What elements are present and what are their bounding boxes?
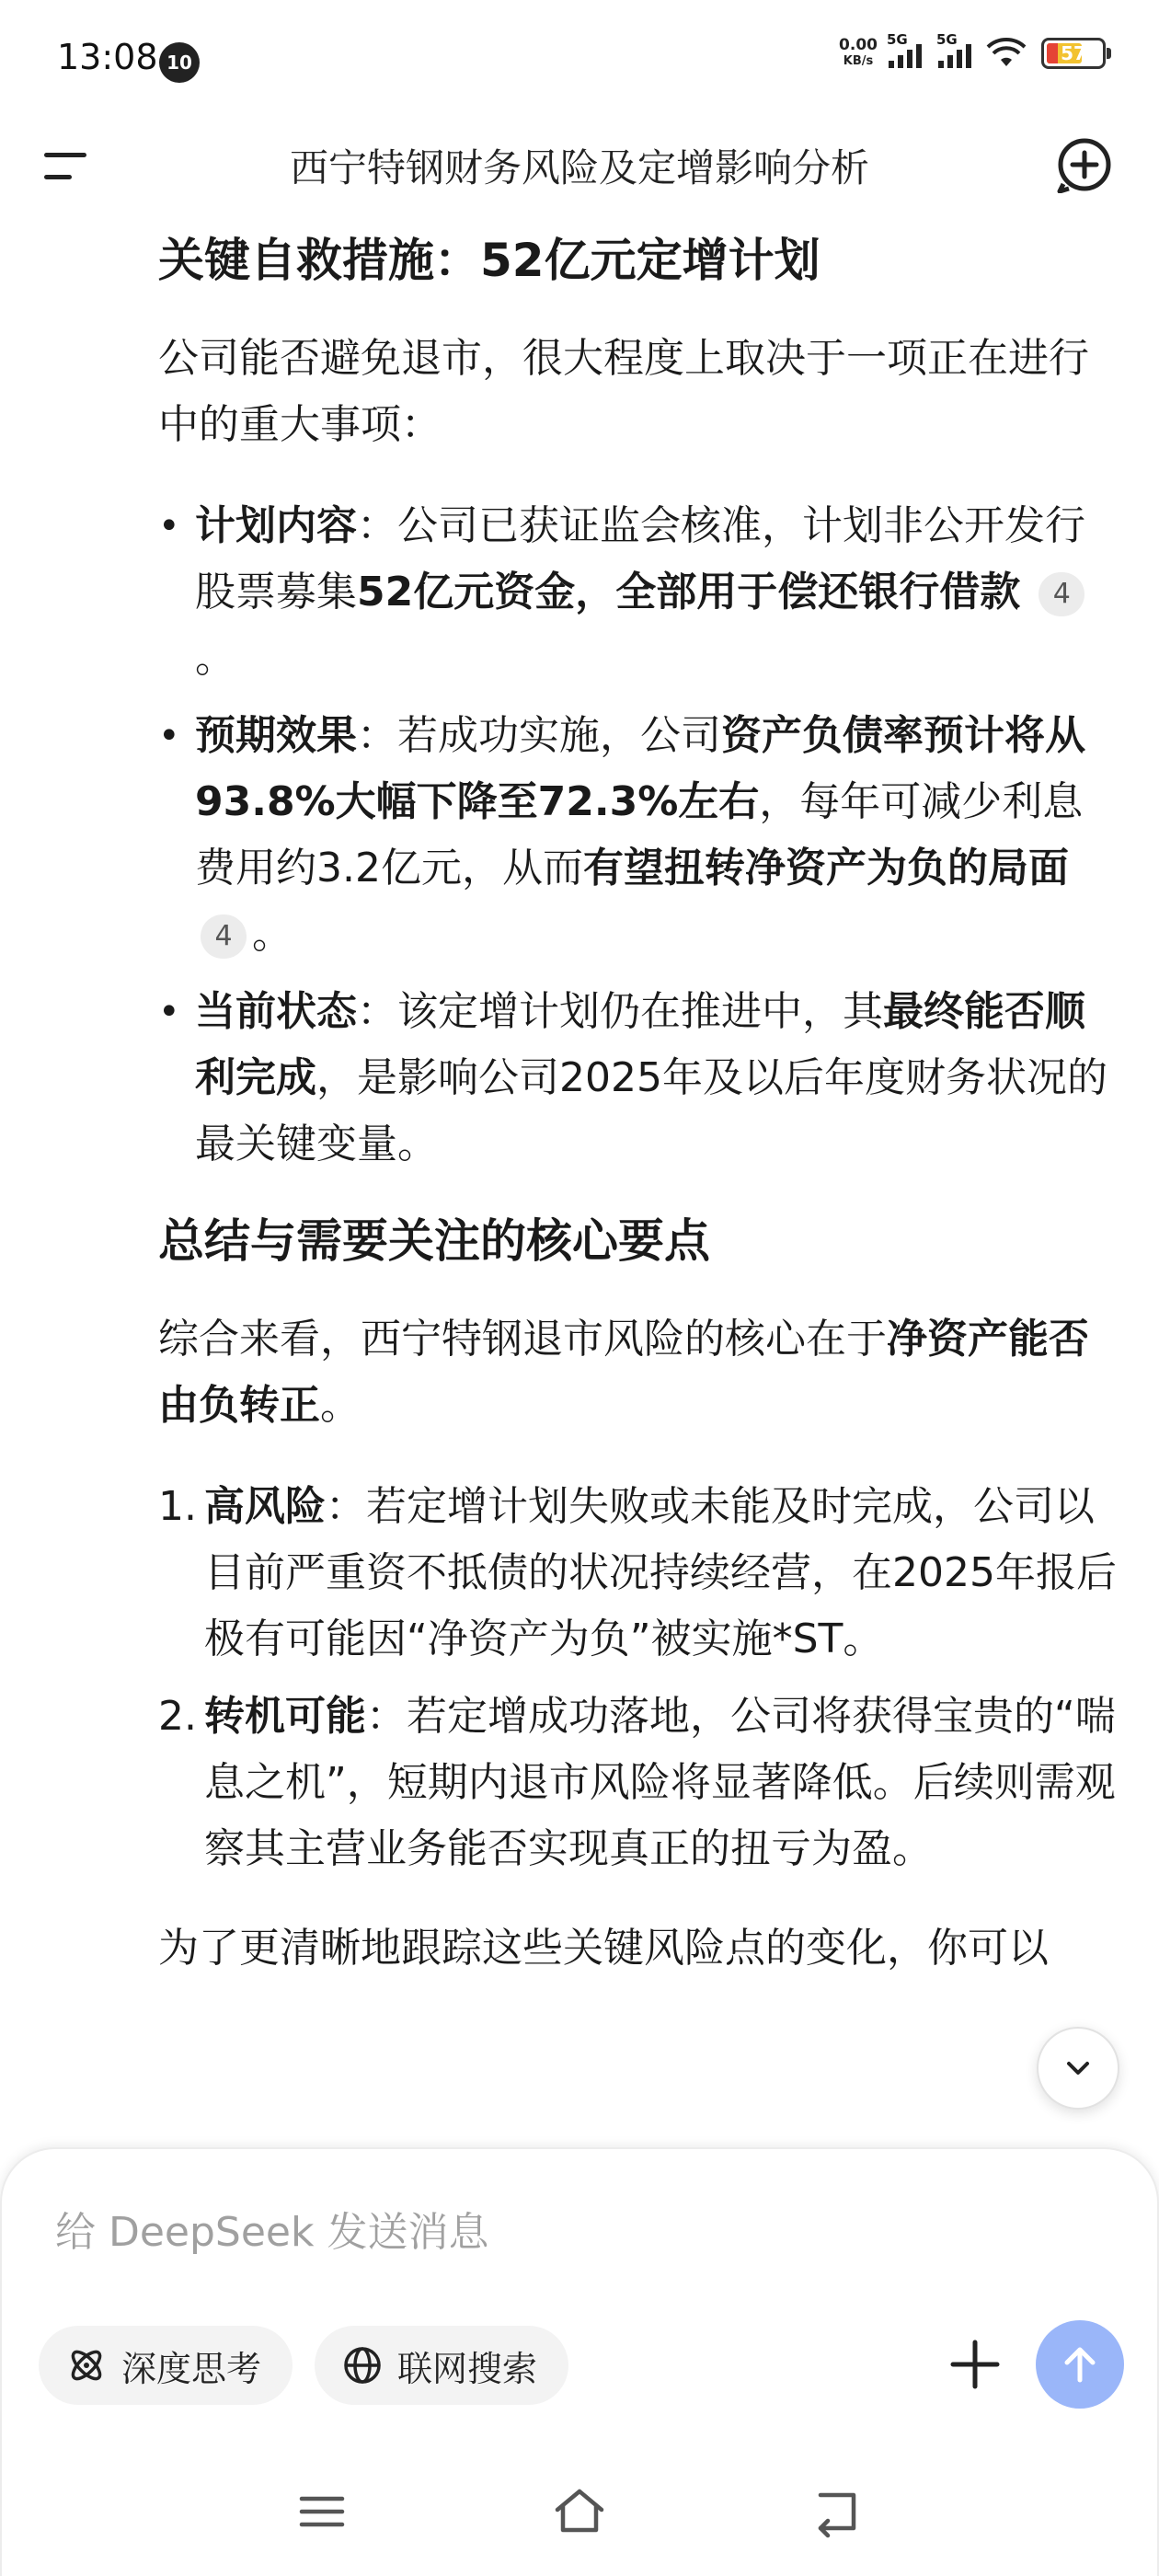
bullet-text: 。 xyxy=(195,635,235,682)
system-nav-bar xyxy=(0,2466,1159,2558)
bullet-text: 。 xyxy=(252,911,293,958)
send-button[interactable] xyxy=(1036,2320,1124,2409)
network-speed-unit: KB/s xyxy=(843,54,874,68)
bullet-bold: 52亿元资金，全部用于偿还银行借款 xyxy=(357,569,1021,615)
numbered-list xyxy=(158,1474,1119,1882)
numbered-text: ：若定增计划失败或未能及时完成，公司以目前严重资不抵债的状况持续经营，在2025年报后极有可能因“净资产为负”被实施*ST。 xyxy=(204,1483,1117,1662)
globe-icon xyxy=(342,2345,383,2386)
chat-message xyxy=(158,230,1119,2017)
sim1-label: 5G xyxy=(887,31,908,48)
numbered-label: 转机可能 xyxy=(204,1693,366,1740)
numbered-label: 高风险 xyxy=(204,1483,326,1530)
deep-think-icon xyxy=(66,2345,107,2386)
chevron-down-icon xyxy=(1060,2050,1096,2087)
list-item xyxy=(158,703,1119,968)
bullet-label: 当前状态 xyxy=(195,988,357,1035)
intro-paragraph: 公司能否避免退市，很大程度上取决于一项正在进行中的重大事项： xyxy=(158,335,1089,448)
battery-icon xyxy=(1041,38,1106,69)
web-search-label: 联网搜索 xyxy=(397,2348,538,2389)
list-item xyxy=(158,493,1119,692)
status-bar xyxy=(0,0,1159,120)
bullet-text: ，是影响公司2025年及以后年度财务状况的最关键变量。 xyxy=(195,1054,1107,1167)
list-item xyxy=(158,1474,1119,1673)
summary-bold: 净资产能否由负转正 xyxy=(158,1316,1089,1429)
bullet-text: ，每年可减少利息费用约3.2亿元，从而 xyxy=(195,778,1084,891)
bullet-text: ：若成功实施，公司 xyxy=(357,712,721,759)
sim2-label: 5G xyxy=(936,31,958,48)
numbered-text: ：若定增成功落地，公司将获得宝贵的“喘息之机”，短期内退市风险将显著降低。后续则需观察其主营业务能否实现真正的扭亏为盈。 xyxy=(204,1693,1116,1872)
back-icon[interactable] xyxy=(809,2484,865,2539)
signal-sim1-icon xyxy=(887,31,927,70)
bullet-text: ：公司已获证监会核准，计划非公开发行股票募集 xyxy=(195,502,1085,615)
attach-plus-button[interactable] xyxy=(944,2333,1006,2396)
scroll-to-bottom-button[interactable] xyxy=(1037,2027,1119,2110)
citation-badge[interactable]: 4 xyxy=(1039,572,1084,616)
message-input[interactable]: 给 DeepSeek 发送消息 xyxy=(55,2209,489,2256)
list-item xyxy=(158,1684,1119,1882)
status-indicators xyxy=(839,31,1106,70)
list-number: 2. xyxy=(158,1693,197,1740)
bullet-text: ：该定增计划仍在推进中，其 xyxy=(357,988,883,1035)
wifi-icon xyxy=(986,37,1027,70)
home-icon[interactable] xyxy=(552,2484,607,2539)
section-heading: 总结与需要关注的核心要点 xyxy=(158,1214,710,1268)
bullet-bold: 最终能否顺利完成 xyxy=(195,988,1085,1101)
battery-level: 57 xyxy=(1061,42,1086,64)
list-item xyxy=(158,979,1119,1178)
summary-text: 。 xyxy=(320,1382,361,1429)
recent-apps-icon[interactable] xyxy=(294,2484,350,2539)
summary-text: 综合来看，西宁特钢退市风险的核心在于 xyxy=(158,1316,887,1363)
deep-think-toggle[interactable] xyxy=(39,2326,293,2405)
notification-badge: 10 xyxy=(159,42,200,83)
new-chat-button[interactable] xyxy=(1056,136,1113,193)
network-speed-value: 0.00 xyxy=(839,36,878,54)
bullet-list xyxy=(158,493,1119,1178)
bullet-label: 预期效果 xyxy=(195,712,357,759)
status-time: 13:08 xyxy=(57,37,158,77)
web-search-toggle[interactable] xyxy=(315,2326,568,2405)
bullet-label: 计划内容 xyxy=(195,502,357,549)
arrow-up-icon xyxy=(1057,2341,1103,2387)
network-speed xyxy=(839,37,878,70)
summary-paragraph xyxy=(158,1306,1119,1439)
citation-badge[interactable]: 4 xyxy=(201,914,247,959)
chat-header xyxy=(0,120,1159,212)
section-heading: 关键自救措施：52亿元定增计划 xyxy=(158,234,820,287)
bullet-bold: 资产负债率预计将从93.8%大幅下降至72.3%左右 xyxy=(195,712,1085,825)
deep-think-label: 深度思考 xyxy=(121,2348,262,2389)
chat-title: 西宁特钢财务风险及定增影响分析 xyxy=(289,145,869,190)
signal-sim2-icon xyxy=(936,31,977,70)
trailing-paragraph: 为了更清晰地跟踪这些关键风险点的变化，你可以 xyxy=(158,1925,1049,1972)
bullet-bold: 有望扭转净资产为负的局面 xyxy=(582,845,1069,891)
list-number: 1. xyxy=(158,1483,197,1530)
